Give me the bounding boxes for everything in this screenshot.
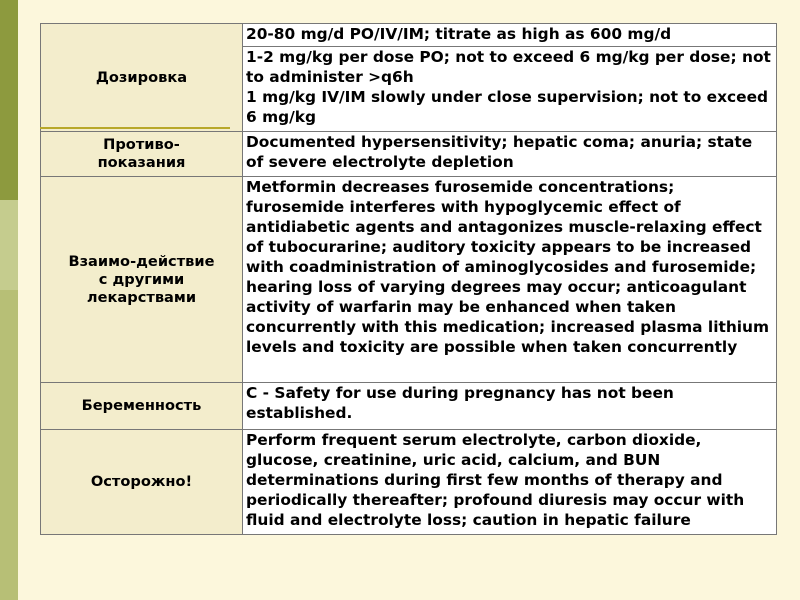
row-label-dosage: Дозировка	[41, 24, 243, 132]
row-label-caution: Осторожно!	[41, 430, 243, 535]
dosage-pediatric-value: 1-2 mg/kg per dose PO; not to exceed 6 mg/kg per dose; not to administer >q6h 1 mg/kg IV/IM slowly under close supervision; not to exceed 6 mg/kg	[243, 47, 777, 132]
drug-info-table	[40, 23, 777, 535]
slide-side-bar-top	[0, 0, 18, 200]
slide-side-bar-middle	[0, 200, 18, 290]
interactions-value: Metformin decreases furosemide concentrations; furosemide interferes with hypoglycemic effect of antidiabetic agents and antagonizes muscle-relaxing effect of tubocurarine; auditory toxicity appears to be increased with coadministration of aminoglycosides and furosemide; hearing loss of varying degrees may occur; anticoagulant activity of warfarin may be enhanced when taken concurrently with this medication; increased plasma lithium levels and toxicity are possible when taken concurrently	[243, 177, 777, 383]
table-row-pregnancy	[41, 383, 777, 430]
row-label-pregnancy: Беременность	[41, 383, 243, 430]
accent-line	[40, 127, 230, 129]
row-label-contraindications: Противо- показания	[41, 132, 243, 177]
pregnancy-value: C - Safety for use during pregnancy has not been established.	[243, 383, 777, 430]
table-row-interactions	[41, 177, 777, 383]
dosage-adult-value: 20-80 mg/d PO/IV/IM; titrate as high as 600 mg/d	[243, 24, 777, 47]
table-row-contraindications	[41, 132, 777, 177]
table-row-caution	[41, 430, 777, 535]
row-label-interactions: Взаимо-действие с другими лекарствами	[41, 177, 243, 383]
slide-side-bar-bottom	[0, 290, 18, 600]
table-row-dosage	[41, 24, 777, 47]
caution-value: Perform frequent serum electrolyte, carbon dioxide, glucose, creatinine, uric acid, calcium, and BUN determinations during first few months of therapy and periodically thereafter; profound diuresis may occur with fluid and electrolyte loss; caution in hepatic failure	[243, 430, 777, 535]
contraindications-value: Documented hypersensitivity; hepatic coma; anuria; state of severe electrolyte depletion	[243, 132, 777, 177]
